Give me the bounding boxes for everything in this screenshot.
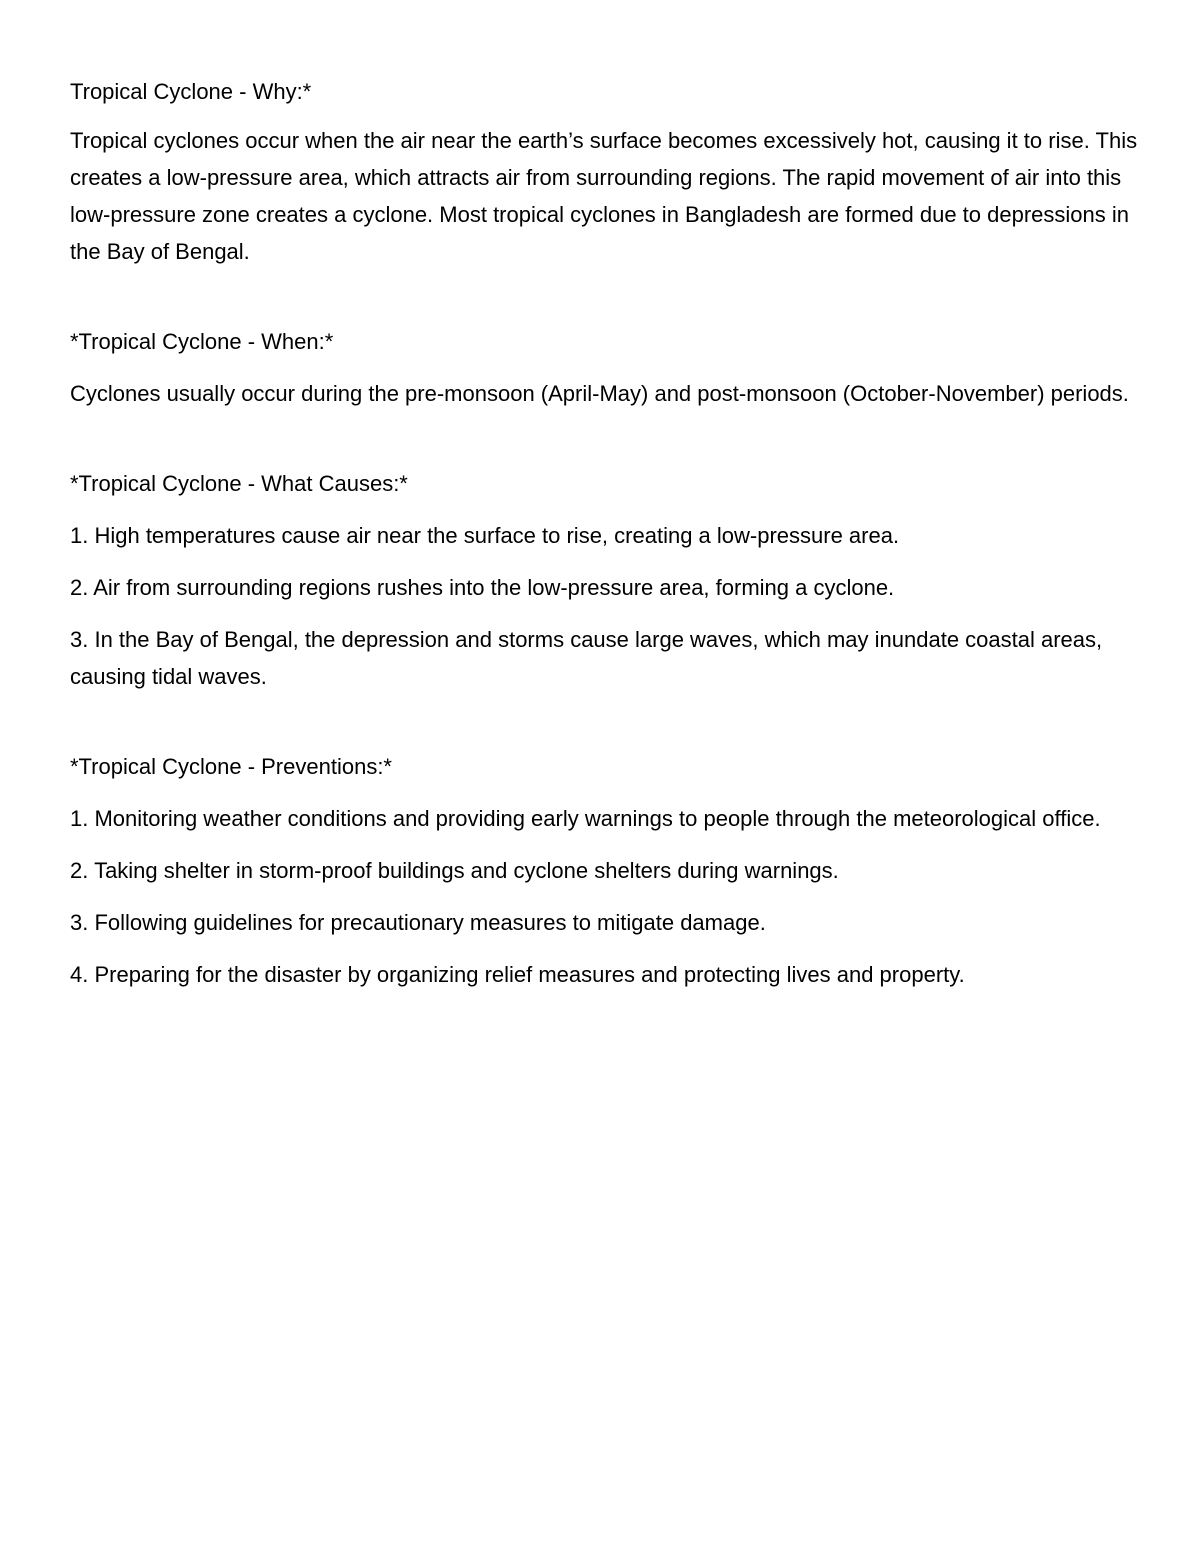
list-item: 3. In the Bay of Bengal, the depression and storms cause large waves, which may inundate coastal areas, causing tidal waves.	[70, 627, 1103, 689]
section-causes	[70, 465, 1140, 695]
section-heading: *Tropical Cyclone - Preventions:*	[70, 754, 392, 779]
document-body	[70, 73, 1140, 1046]
section-heading: *Tropical Cyclone - What Causes:*	[70, 471, 408, 496]
section-heading: *Tropical Cyclone - When:*	[70, 329, 334, 354]
list-item: 2. Taking shelter in storm-proof buildings and cyclone shelters during warnings.	[70, 858, 839, 883]
section-when	[70, 323, 1140, 412]
list-item: 4. Preparing for the disaster by organizing relief measures and protecting lives and property.	[70, 962, 965, 987]
paragraph: Tropical cyclones occur when the air near the earth’s surface becomes excessively hot, causing it to rise. This creates a low-pressure area, which attracts air from surrounding regions. The rapid movement of air into this low-pressure zone creates a cyclone. Most tropical cyclones in Bangladesh are formed due to depressions in the Bay of Bengal.	[70, 128, 1138, 264]
section-preventions	[70, 748, 1140, 993]
section-why	[70, 73, 1140, 270]
section-heading: Tropical Cyclone - Why:*	[70, 79, 312, 104]
list-item: 3. Following guidelines for precautionary measures to mitigate damage.	[70, 910, 766, 935]
list-item: 1. High temperatures cause air near the surface to rise, creating a low-pressure area.	[70, 523, 900, 548]
paragraph: Cyclones usually occur during the pre-monsoon (April-May) and post-monsoon (October-November) periods.	[70, 381, 1129, 406]
list-item: 2. Air from surrounding regions rushes into the low-pressure area, forming a cyclone.	[70, 575, 895, 600]
list-item: 1. Monitoring weather conditions and providing early warnings to people through the meteorological office.	[70, 806, 1101, 831]
